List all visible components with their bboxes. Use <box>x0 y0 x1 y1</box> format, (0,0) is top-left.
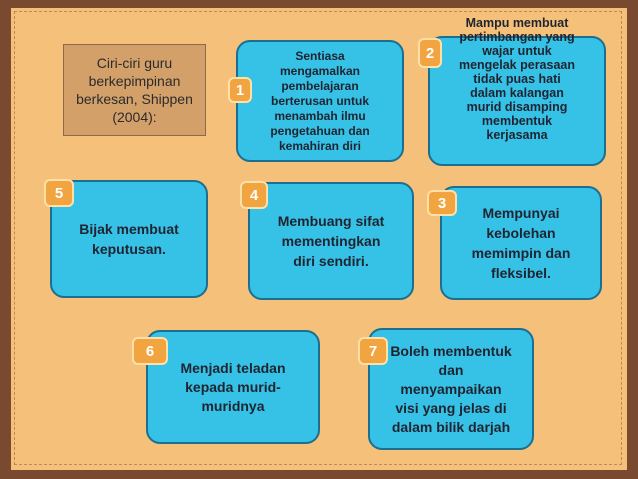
badge-5: 5 <box>44 179 74 207</box>
badge-3: 3 <box>427 190 457 216</box>
trait-box-4 <box>248 182 414 300</box>
badge-6: 6 <box>132 337 168 365</box>
trait-box-2 <box>428 16 606 166</box>
slide-title-box: Ciri-ciri guru berkepimpinan berkesan, Shippen (2004): <box>63 44 206 136</box>
trait-text-3: Mempunyai kebolehan memimpin dan fleksibel. <box>471 205 571 281</box>
trait-text-6: Menjadi teladan kepada murid- muridnya <box>180 359 286 414</box>
badge-7: 7 <box>358 337 388 365</box>
trait-text-5: Bijak membuat keputusan. <box>79 221 179 257</box>
trait-text-7: Boleh membentuk dan menyampaikan visi yang jelas di dalam bilik darjah <box>390 342 512 435</box>
trait-text-1: Sentiasa mengamalkan pembelajaran berterusan untuk menambah ilmu pengetahuan dan kemahiran diri <box>270 48 370 153</box>
trait-text-2: Mampu membuat pertimbangan yang wajar untuk mengelak perasaan tidak puas hati dalam kalangan murid disamping membentuk kerjasama <box>458 16 576 142</box>
trait-box-3 <box>440 186 602 300</box>
badge-1: 1 <box>228 77 252 103</box>
trait-box-7 <box>368 328 534 450</box>
badge-2: 2 <box>418 38 442 68</box>
trait-box-1 <box>236 40 404 162</box>
trait-box-6 <box>146 330 320 444</box>
trait-text-4: Membuang sifat mementingkan diri sendiri. <box>277 213 385 269</box>
badge-4: 4 <box>240 181 268 209</box>
